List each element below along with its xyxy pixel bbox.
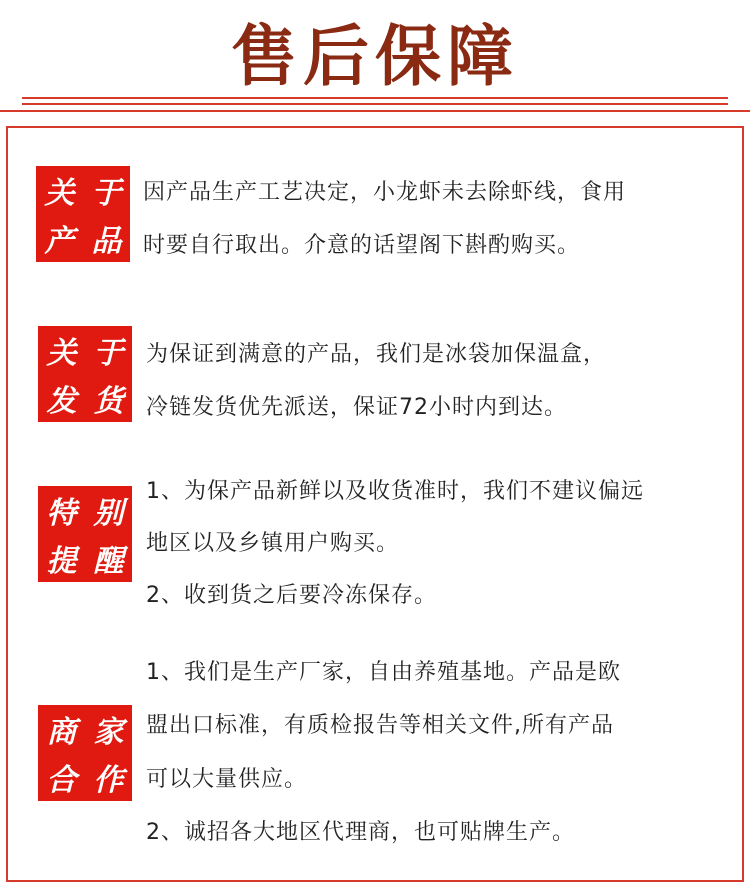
badge-char: 产 [44, 224, 75, 259]
badge-about-shipping [38, 326, 132, 422]
section-text-line: 2、收到货之后要冷冻保存。 [146, 583, 437, 608]
badge-char: 关 [44, 176, 75, 211]
section-text-line: 冷链发货优先派送，保证72小时内到达。 [146, 395, 567, 420]
badge-business-cooperation [38, 705, 132, 801]
badge-char: 品 [91, 224, 122, 259]
badge-char: 特 [46, 496, 77, 531]
divider-line [22, 103, 728, 105]
badge-special-reminder [38, 486, 132, 582]
badge-char: 作 [93, 763, 124, 798]
badge-char: 合 [46, 763, 77, 798]
badge-char: 于 [91, 176, 122, 211]
page-title: 售后保障 [231, 17, 519, 95]
section-text-line: 1、我们是生产厂家，自由养殖基地。产品是欧 [146, 660, 621, 685]
badge-char: 于 [93, 336, 124, 371]
badge-char: 关 [46, 336, 77, 371]
divider-line [0, 110, 750, 112]
badge-char: 货 [93, 384, 124, 419]
badge-char: 商 [46, 715, 77, 750]
section-text-line: 盟出口标准，有质检报告等相关文件,所有产品 [146, 713, 614, 738]
badge-char: 发 [46, 384, 77, 419]
section-text-line: 时要自行取出。介意的话望阁下斟酌购买。 [143, 233, 581, 258]
section-text-line: 地区以及乡镇用户购买。 [146, 531, 400, 556]
divider-line [22, 97, 728, 99]
section-text-line: 为保证到满意的产品，我们是冰袋加保温盒， [146, 342, 607, 367]
section-text-line: 可以大量供应。 [146, 767, 308, 792]
badge-about-product [36, 166, 130, 262]
badge-char: 醒 [93, 544, 124, 579]
section-text-line: 因产品生产工艺决定，小龙虾未去除虾线，食用 [143, 180, 627, 205]
badge-char: 提 [46, 544, 77, 579]
section-text-line: 2、诚招各大地区代理商，也可贴牌生产。 [146, 820, 575, 845]
section-text-line: 1、为保产品新鲜以及收货准时，我们不建议偏远 [146, 479, 644, 504]
badge-char: 家 [93, 715, 124, 750]
badge-char: 别 [93, 496, 124, 531]
